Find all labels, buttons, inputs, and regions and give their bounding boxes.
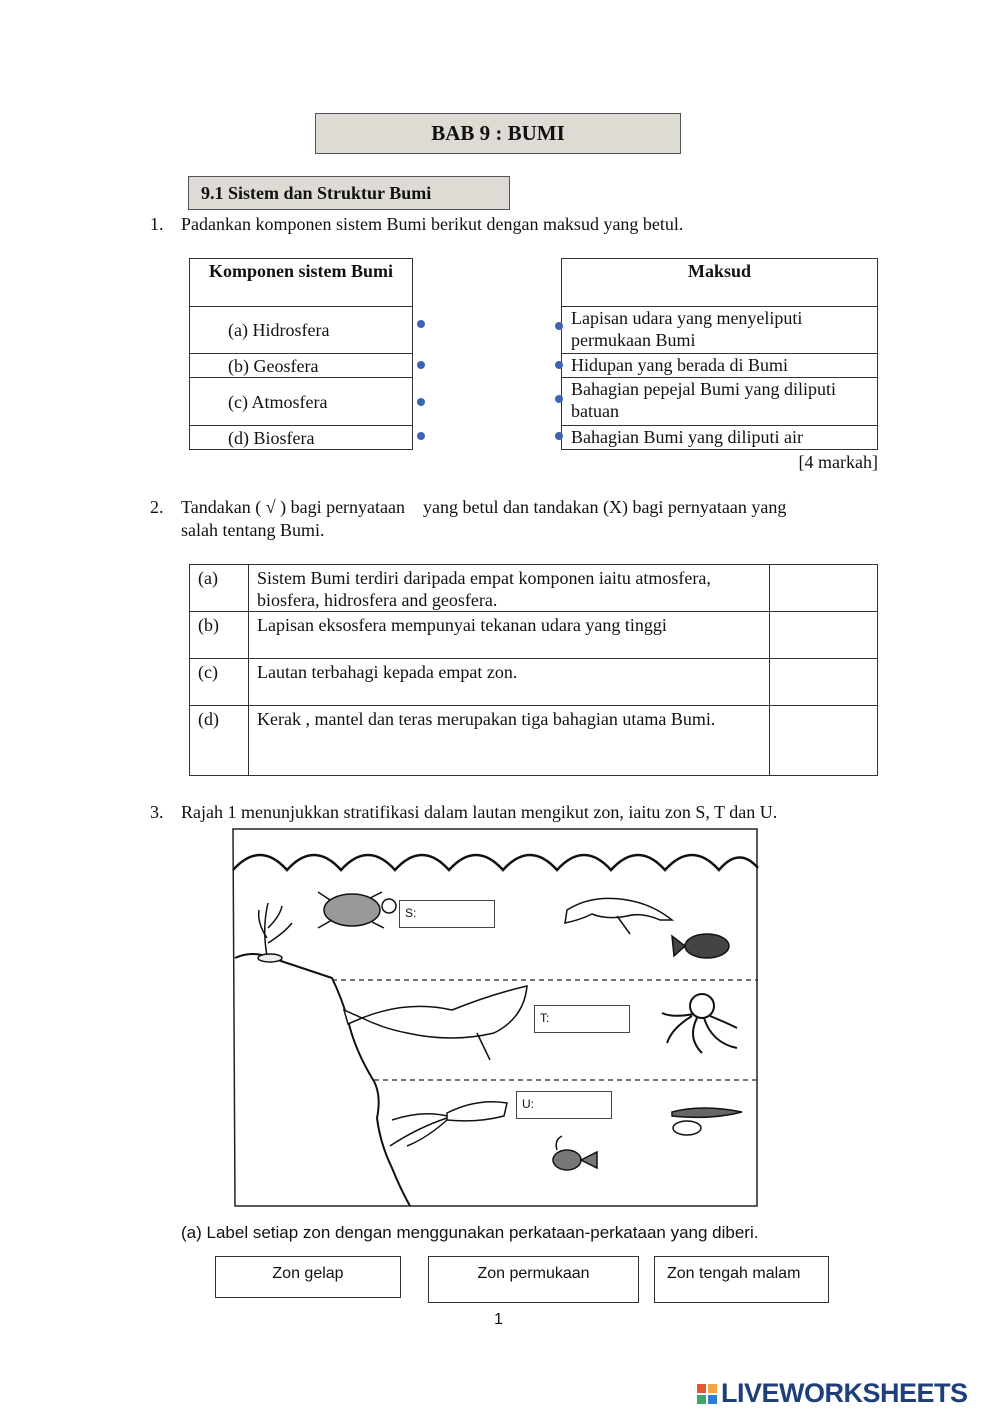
tf-answer-c[interactable] (770, 659, 878, 706)
meanings-header: Maksud (562, 259, 878, 307)
tf-answer-d[interactable] (770, 706, 878, 776)
word-box-zon-tengah-malam (654, 1256, 829, 1303)
match-dot-right-2[interactable] (555, 361, 563, 369)
meaning-2: Hidupan yang berada di Bumi (562, 354, 878, 378)
chapter-title (315, 113, 681, 154)
zone-label-t-text: T: (540, 1011, 550, 1025)
word-zon-permukaan: Zon permukaan (477, 1265, 590, 1282)
match-dot-right-1[interactable] (555, 322, 563, 330)
component-c: (c) Atmosfera (190, 378, 413, 426)
match-dot-left-c[interactable] (417, 398, 425, 406)
tf-answer-a[interactable] (770, 565, 878, 612)
tf-label-b: (b) (190, 612, 249, 659)
zone-label-s-text: S: (405, 906, 417, 920)
tf-label-c: (c) (190, 659, 249, 706)
dolphin-icon (565, 898, 672, 934)
component-b: (b) Geosfera (190, 354, 413, 378)
brand-logo (697, 1378, 968, 1409)
squid-icon (390, 1102, 507, 1146)
zone-label-s[interactable] (399, 900, 495, 928)
word-zon-tengah-malam: Zon tengah malam (667, 1265, 801, 1282)
word-box-zon-permukaan (428, 1256, 639, 1303)
word-zon-gelap: Zon gelap (272, 1265, 344, 1282)
coral-icon (258, 903, 292, 962)
question-1-number: 1. (150, 214, 164, 234)
brand-mark-icon (697, 1384, 717, 1404)
match-dot-left-a[interactable] (417, 320, 425, 328)
zone-label-u[interactable] (516, 1091, 612, 1119)
turtle-icon (318, 892, 396, 928)
word-box-zon-gelap (215, 1256, 401, 1298)
section-heading-text: 9.1 Sistem dan Struktur Bumi (201, 182, 432, 203)
section-heading (188, 176, 510, 210)
marks-label: [4 markah] (798, 452, 878, 472)
meaning-4: Bahagian Bumi yang diliputi air (562, 426, 878, 450)
deep-fish-icon (672, 1108, 742, 1135)
tf-answer-b[interactable] (770, 612, 878, 659)
components-header: Komponen sistem Bumi (190, 259, 413, 307)
brand-text: LIVEWORKSHEETS (721, 1378, 968, 1408)
true-false-table (189, 564, 878, 776)
whale-icon (344, 986, 527, 1060)
meaning-3: Bahagian pepejal Bumi yang diliputi batuan (562, 378, 878, 426)
question-2-text-line1: Tandakan ( √ ) bagi pernyataan yang betul dan tandakan (X) bagi pernyataan yang (181, 497, 787, 517)
tf-label-a: (a) (190, 565, 249, 612)
ocean-diagram (232, 828, 760, 1208)
meanings-table (561, 258, 878, 450)
tf-statement-c: Lautan terbahagi kepada empat zon. (249, 659, 770, 706)
ocean-diagram-svg (232, 828, 760, 1208)
component-d: (d) Biosfera (190, 426, 413, 450)
chapter-title-text: BAB 9 : BUMI (431, 121, 565, 145)
question-2-text-line2: salah tentang Bumi. (181, 520, 325, 540)
zone-label-t[interactable] (534, 1005, 630, 1033)
match-dot-left-b[interactable] (417, 361, 425, 369)
meaning-1: Lapisan udara yang menyeliputi permukaan Bumi (562, 307, 878, 354)
match-dot-right-4[interactable] (555, 432, 563, 440)
match-dot-right-3[interactable] (555, 395, 563, 403)
match-dot-left-d[interactable] (417, 432, 425, 440)
components-table (189, 258, 413, 450)
page-number: 1 (494, 1311, 503, 1328)
question-3-text: Rajah 1 menunjukkan stratifikasi dalam lautan mengikut zon, iaitu zon S, T dan U. (181, 802, 778, 822)
tf-statement-b: Lapisan eksosfera mempunyai tekanan udara yang tinggi (249, 612, 770, 659)
tf-statement-a: Sistem Bumi terdiri daripada empat komponen iaitu atmosfera, biosfera, hidrosfera and geosfera. (249, 565, 770, 612)
component-a: (a) Hidrosfera (190, 307, 413, 354)
anglerfish-icon (553, 1136, 597, 1170)
zone-label-u-text: U: (522, 1097, 534, 1111)
question-1-text: Padankan komponen sistem Bumi berikut dengan maksud yang betul. (181, 214, 684, 234)
question-2-number: 2. (150, 497, 164, 517)
question-3a-text: (a) Label setiap zon dengan menggunakan perkataan-perkataan yang diberi. (181, 1223, 759, 1242)
tf-statement-d: Kerak , mantel dan teras merupakan tiga bahagian utama Bumi. (249, 706, 770, 776)
tf-label-d: (d) (190, 706, 249, 776)
tropical-fish-icon (672, 934, 729, 958)
octopus-icon (662, 994, 737, 1053)
question-3-number: 3. (150, 802, 164, 822)
